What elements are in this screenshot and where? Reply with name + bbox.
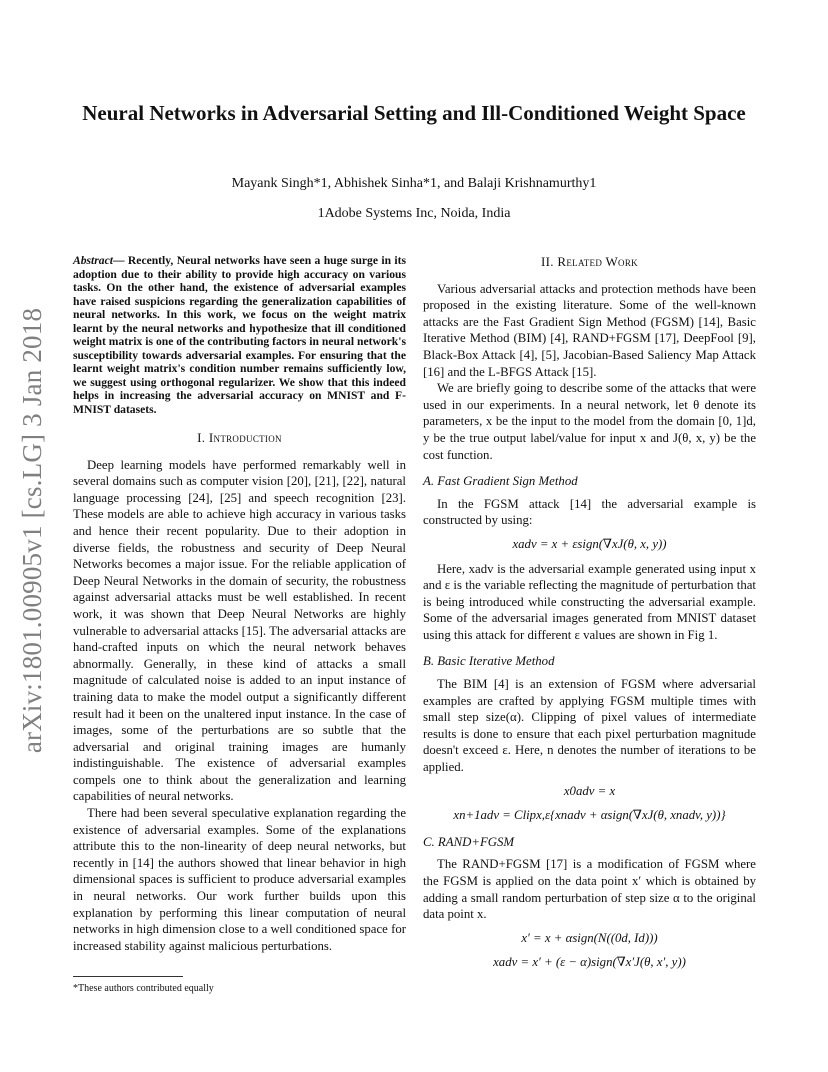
section-heading-introduction: I. Introduction xyxy=(197,430,282,445)
section-heading-related-work: II. Related Work xyxy=(541,254,638,269)
abstract-lead: Abstract— xyxy=(73,254,125,267)
footnote-rule xyxy=(73,976,183,977)
abstract-text: Recently, Neural networks have seen a huge surge in its adoption due to their ability to provide high accuracy on various tasks. On the other hand, the existence of adversarial examples have raised suspicions regarding the generalization capabilities of neural networks. In this work, we focus on the weight matrix learnt by the neural networks and hypothesize that ill conditioned weight matrix is one of the contributing factors in neural network's susceptibility towards adversarial examples. For ensuring that the learnt weight matrix's condition number remains sufficiently low, we suggest using orthogonal regularizer. We show that this indeed helps in increasing the adversarial accuracy on MNIST and F-MNIST datasets. xyxy=(73,254,406,416)
fgsm-equation: xadv = x + εsign(∇xJ(θ, x, y)) xyxy=(512,536,667,551)
intro-paragraph-2: There had been several speculative explanation regarding the existence of adversarial examples. Some of the explanations attribute this to the non-linearity of deep neural networks, but recently in [14] the authors showed that linear behavior in high dimensional spaces is sufficient to produce adversarial examples in neural networks. Our work further builds upon this explanation by performing this linear computation of neural networks in high dimension close to a well conditioned space for increased stability against malicious perturbations. xyxy=(73,806,406,953)
paper-title: Neural Networks in Adversarial Setting and Ill-Conditioned Weight Space xyxy=(82,101,746,125)
affiliation: 1Adobe Systems Inc, Noida, India xyxy=(317,206,511,221)
fgsm-paragraph-2: Here, xadv is the adversarial example generated using input x and ε is the variable reflecting the magnitude of perturbation that is being introduced while constructing the adversarial example. Some of the adversarial images generated from MNIST dataset using this attack for different ε values are shown in Fig 1. xyxy=(423,561,756,642)
arxiv-identifier xyxy=(18,300,48,760)
rand-fgsm-equation-2: xadv = x′ + (ε − α)sign(∇x′J(θ, x′, y)) xyxy=(493,955,686,970)
right-column xyxy=(423,254,756,979)
footnote xyxy=(73,976,406,994)
subsection-heading-fgsm: A. Fast Gradient Sign Method xyxy=(423,474,578,489)
intro-paragraph-1: Deep learning models have performed remarkably well in several domains such as computer vision [20], [21], [22], natural language processing [24], [25] and speech recognition [23]. These models are able to achieve high accuracy in various tasks and hence their recent popularity. Due to their adoption in diverse fields, the robustness and security of Deep Neural Networks becomes a major issue. For the reliable application of Deep Neural Networks in the domain of security, the robustness against adversarial attacks must be well established. In recent work, it was shown that Deep Neural Networks are highly vulnerable to adversarial attacks [15]. The adversarial attacks are hand-crafted inputs on which the neural network behaves abnormally. Generally, in these kind of attacks a small magnitude of calculated noise is added to an input instance of training data to make the model output a significantly different result had it been on the unaltered input instance. In the case of images, some of the perturbations are so subtle that the adversarial and original training images are humanly indistinguishable. The existence of adversarial examples compels one to think about the generalization and learning capabilities of neural networks. xyxy=(73,457,406,804)
bim-equation-2: xn+1adv = Clipx,ε{xnadv + αsign(∇xJ(θ, xnadv, y))} xyxy=(453,808,726,823)
abstract xyxy=(73,254,406,416)
subsection-heading-rand-fgsm: C. RAND+FGSM xyxy=(423,834,515,849)
bim-paragraph-1: The BIM [4] is an extension of FGSM where adversarial examples are crafted by applying FGSM multiple times with small step size(α). Clipping of pixel values of intermediate results is done to ensure that each pixel perturbation magnitude doesn't exceed ε. Here, n denotes the number of iterations to be applied. xyxy=(423,677,756,775)
fgsm-paragraph-1: In the FGSM attack [14] the adversarial example is constructed by using: xyxy=(423,496,756,528)
rand-fgsm-equation-1: x′ = x + αsign(N((0d, Id))) xyxy=(521,930,658,945)
subsection-heading-bim: B. Basic Iterative Method xyxy=(423,654,555,669)
footnote-text: *These authors contributed equally xyxy=(73,983,214,994)
arxiv-identifier-text: arXiv:1801.00905v1 [cs.LG] 3 Jan 2018 xyxy=(17,307,48,753)
author-list: Mayank Singh*1, Abhishek Sinha*1, and Balaji Krishnamurthy1 xyxy=(231,176,597,191)
related-paragraph-1: Various adversarial attacks and protection methods have been proposed in the existing literature. Some of the well-known attacks are the Fast Gradient Sign Method (FGSM) [14], Basic Iterative Method (BIM) [4], RAND+FGSM [17], DeepFool [9], Black-Box Attack [4], [5], Jacobian-Based Saliency Map Attack [16] and the L-BFGS Attack [15]. xyxy=(423,281,756,379)
rand-fgsm-paragraph-1: The RAND+FGSM [17] is a modification of FGSM where the FGSM is applied on the data point x′ which is obtained by adding a small random perturbation of step size α to the original data point x. xyxy=(423,857,756,922)
left-column xyxy=(73,254,406,954)
bim-equation-1: x0adv = x xyxy=(563,783,616,798)
related-paragraph-2: We are briefly going to describe some of the attacks that were used in our experiments. In a neural network, let θ denote its parameters, x be the input to the model from the domain [0, 1]d, y be the true output label/value for input x and J(θ, x, y) be the cost function. xyxy=(423,381,756,462)
